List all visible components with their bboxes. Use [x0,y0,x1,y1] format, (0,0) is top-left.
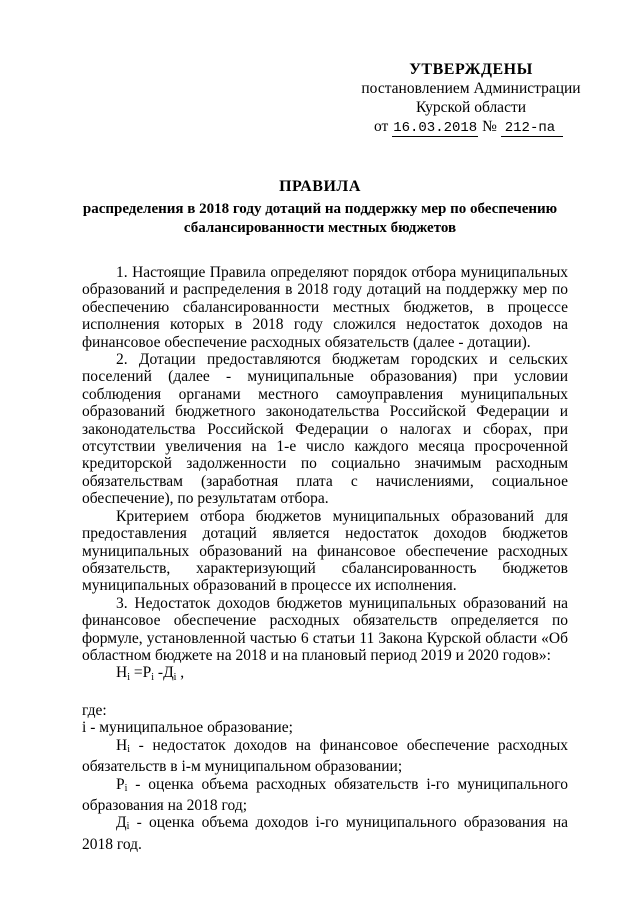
definition-p-text: - оценка объема расходных обязательств i-го муниципального образования на 2018 год; [82,775,568,815]
paragraph-3: Критерием отбора бюджетов муниципальных образований для предоставления дотаций является недостаток доходов бюджетов муниципальных образований на финансовое обеспечение расходных обязательств, характеризующий сбалансированность бюджетов муниципальных образований в процессе их исполнения. [82,507,568,595]
definition-h-text: - недостаток доходов на финансовое обеспечение расходных обязательств в i-м муниципальном образовании; [82,736,568,776]
approval-line-1: постановлением Администрации [361,80,581,97]
paragraph-2: 2. Дотации предоставляются бюджетам городских и сельских поселений (далее - муниципальные образования) при условии соблюдения органами местного самоуправления муниципальных образований бюджетного законодательства Российской Федерации и законодательства Российской Федерации о налогах и сборах, при отсутствии увеличения на 1-е число каждого месяца просроченной кредиторской задолженности по социально значимым расходным обязательствам (заработная плата с начислениями, социальное обеспечение), по результатам отбора. [82,351,568,508]
approval-date-line [374,117,586,137]
formula-p: Р [142,664,152,681]
formula-minus: - [154,664,164,681]
approval-heading: УТВЕРЖДЕНЫ [409,61,533,78]
definition-d [82,814,568,853]
symbol-i: i [82,719,87,737]
symbol-d: Д [116,814,127,832]
document-title [60,177,580,238]
title-main: ПРАВИЛА [279,178,361,195]
approval-number: 212-па [501,121,563,137]
formula-eq: = [129,664,143,681]
paragraph-1: 1. Настоящие Правила определяют порядок отбора муниципальных образований и распределения в 2018 году дотаций на поддержку мер по обеспечению сбалансированности местных бюджетов, в процессе исполнения которых в 2018 году сложился недостаток доходов на финансовое обеспечение расходных обязательств (далее - дотации). [82,264,568,351]
body-text [82,264,568,664]
formula-sub-2: i [151,672,155,683]
formula-sub-1: i [127,672,130,683]
definitions-where: где: [82,702,107,719]
date-prefix: от [374,118,389,135]
definitions [82,702,568,853]
symbol-p-sub: i [124,782,128,794]
formula-sub-3: i [173,672,177,683]
formula-d: Д [163,664,174,681]
approval-block [356,60,586,137]
paragraph-4: 3. Недостаток доходов бюджетов муниципальных образований на финансовое обеспечение расходных обязательств определяется по формуле, установленной частью 6 статьи 11 Закона Курской области «Об областном бюджете на 2018 и на плановый период 2019 и 2020 годов»: [82,594,568,664]
approval-line-2: Курской области [415,99,527,116]
formula-end: , [176,664,185,681]
symbol-h-sub: i [127,743,130,755]
approval-date: 16.03.2018 [393,120,478,136]
title-subtitle: распределения в 2018 году дотаций на поддержку мер по обеспечению сбалансированности местных бюджетов [82,201,558,236]
definition-i-text: - муниципальное образование; [86,719,293,737]
symbol-p: Р [116,775,125,793]
number-prefix: № [482,118,497,135]
symbol-h: Н [116,736,128,754]
formula-h: Н [116,664,128,681]
definition-p [82,776,568,815]
symbol-d-sub: i [126,821,130,833]
definition-h [82,737,568,776]
definition-i [82,719,568,736]
definition-d-text: - оценка объема доходов i-го муниципального образования на 2018 год. [82,814,568,853]
formula [116,664,184,683]
